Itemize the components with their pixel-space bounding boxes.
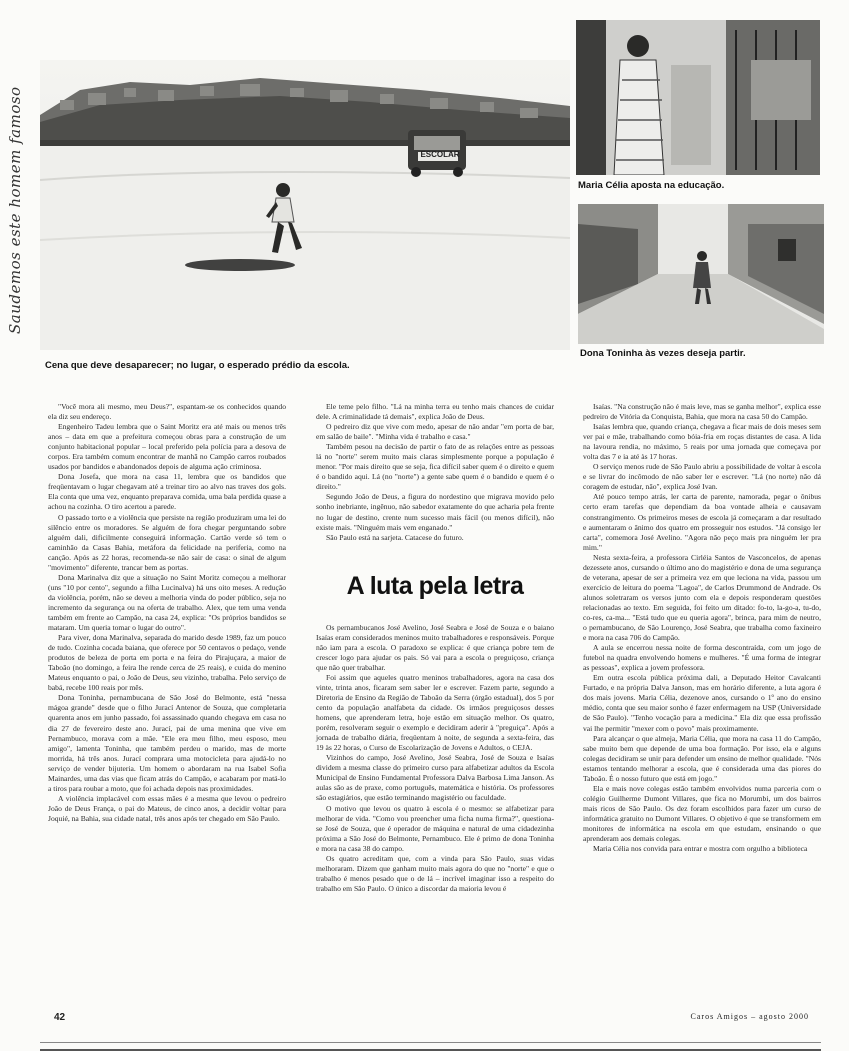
toninha-caption: Dona Toninha às vezes deseja partir. <box>580 348 746 359</box>
paragraph: A aula se encerrou nessa noite de forma descontraída, com um jogo de futebol na quadra envolvendo homens e mulheres. "É uma forma de integrar as pessoas", explica a jovem professora. <box>583 643 821 673</box>
paragraph: Vizinhos do campo, José Avelino, José Seabra, José de Souza e Isaías dividem a mesma classe do primeiro curso para alfabetizar adultos da Escola Municipal de Ensino Fundamental Professora Dalva Barbosa Lima Janson. As aulas são as de praxe, como português, matemática e história. Os professores são estagiários, que estão terminando magistério ou faculdade. <box>316 753 554 803</box>
paragraph: Até pouco tempo atrás, ler carta de parente, namorada, pegar o ônibus certo eram tarefas que dependiam da boa vontade alheia e causavam constrangimento. Os primeiros meses de escola já começaram a dar resultado e aumentaram o ânimo dos quatro em prosseguir nos estudos. "Já consigo ler carta", comemora José Avelino. "Agora não peço mais pra ninguém ler pra mim." <box>583 492 821 552</box>
paragraph: Para alcançar o que almeja, Maria Célia, que mora na casa 11 do Campão, sabe muito bem que depende de uma boa formação. Por isso, ela e alguns colegas decidiram se unir para defender um ensino de melhor qualidade. "Nós estamos tentando melhorar a escola, que é considerada uma das piores do Taboão. É o nosso futuro que está em jogo." <box>583 733 821 783</box>
van-sign: ESCOLAR <box>420 150 460 159</box>
paragraph: Dona Marinalva diz que a situação no Saint Moritz começou a melhorar (uns "10 por cento", segundo a filha Lucinalva) há uns oito meses. A redução da violência, porém, não se deveu a melhoria vinda do poder público, seja no incremento da segurança ou na oferta de trabalho. Alex, que tem uma venda também em frente ao Campão, na casa 24, explica: "Os próprios bandidos se mataram. Um queria tomar o lugar do outro". <box>48 572 286 633</box>
paragraph: São Paulo está na sarjeta. Catacese do futuro. <box>326 532 464 542</box>
paragraph: Ele teme pelo filho. "Lá na minha terra eu tenho mais chances de cuidar dele. A criminalidade tá demais", explica João de Deus. <box>316 402 554 422</box>
paragraph: Também pesou na decisão de partir o fato de as relações entre as pessoas lá no "norte" serem muito mais claras simplesmente porque a população é menor. "Por mais direito que se seja, fica difícil saber quem é o direito e quem é o bandido aqui. Lá (no "norte") a gente sabe quem é o bandido e quem é o direito." <box>316 442 554 492</box>
paragraph: Dona Josefa, que mora na casa 11, lembra que os bandidos que freqüentavam o lugar chegavam até a treinar tiro ao alvo nas traves dos gols. Ela conta que uma vez, enquanto preparava comida, uma bala perdida quase a achou na cozinha. O tiro acertou a parede. <box>48 472 286 512</box>
paragraph: O pedreiro diz que vive com medo, apesar de não andar "em porta de bar, em salão de baile". "Minha vida é trabalho e casa." <box>316 422 554 442</box>
paragraph: Maria Célia nos convida para entrar e mostra com orgulho a biblioteca <box>593 844 808 854</box>
paragraph: Em outra escola pública próxima dali, a Deputado Heitor Cavalcanti Furtado, e na própria Dalva Janson, mas em horário diferente, a luta agora é dos mais jovens. Maria Célia, dezenove anos, cursando o 1º ano do ensino médio, conta que seu maior sonho é fazer enfermagem na USP (Universidade de São Paulo). "Tenho vocação para a medicina." Ela diz que essa profissão vai lhe permitir "mexer com o povo" mais proximamente. <box>583 673 821 733</box>
paragraph: Os pernambucanos José Avelino, José Seabra e José de Souza e o baiano Isaías eram considerados meninos muito trabalhadores e responsáveis. Porque não iam para a escola. O paradoxo se explica: é que criança pobre tem de crescer logo para ajudar os pais. Só vai para a escola o preguiçoso, criança que não quer trabalhar. <box>316 622 554 672</box>
bottom-rule <box>40 1042 821 1051</box>
paragraph: Os quatro acreditam que, com a vinda para São Paulo, suas vidas melhoraram. Dizem que ganham muito mais agora do que no "norte" e que o trabalho é menos pesado que o de lá – incrível imaginar isso a respeito do trabalho em São Paulo. O único a discordar da maioria levou é <box>316 853 554 893</box>
article-column-1 <box>48 402 286 824</box>
paragraph: "Você mora ali mesmo, meu Deus?", espantam-se os conhecidos quando ela diz seu endereço. <box>48 402 286 422</box>
toninha-photo <box>578 204 824 344</box>
article-column-2 <box>316 402 554 894</box>
side-title: Saudemos este homem famoso <box>6 86 24 334</box>
paragraph: O serviço menos rude de São Paulo abriu a possibilidade de voltar à escola e se livrar do incômodo de não saber ler e escrever. "Lá (no norte) não dá coragem de estudar, não", explica José Ivan. <box>583 462 821 492</box>
paragraph: Ela e mais nove colegas estão também envolvidos numa parceria com o colégio Guilherme Dumont Villares, que fica no Morumbi, um dos bairros mais ricos de São Paulo. Os dez foram escolhidos para fazer um curso de informática gratuito no Dumont Villares. O objetivo é que se transformem em monitores de informática na escola em que estudam, ensinando o que aprenderam aos demais colegas. <box>583 783 821 844</box>
street-photo <box>40 60 570 350</box>
paragraph: A violência implacável com essas mães é a mesma que levou o pedreiro João de Deus França, o pai do Mateus, de cinco anos, a decidir voltar para Joquié, na Bahia, sua cidade natal, três anos após ter chegado em São Paulo. <box>48 793 286 823</box>
section-headline: A luta pela letra <box>346 571 524 600</box>
paragraph: Dona Toninha, pernambucana de São José do Belmonte, está "nessa mágoa grande" desde que o filho Jurací Antenor de Souza, que completaria quarenta anos em junho passado, foi assassinado quando chegava em casa no dia 27 de fevereiro deste ano. Jurací, pai de uma menina que vive em Pernambuco, morava com a mãe. "Ele era meu filho, meu esposo, meu amigo", lamenta Toninha, que também perdeu o marido, mas de morte morrida, há três anos. Jurací comprara uma motocicleta para ajudá-lo no serviço de vender bijuteria. Um homem o abordaram na rua Isabel Sofia Mainardes, uma das vias que ficam atrás do Campão, e acabaram por matá-lo a tiros para roubar a moto, que foi achada depois nas proximidades. <box>48 693 286 793</box>
paragraph: Foi assim que aqueles quatro meninos trabalhadores, agora na casa dos vinte, trinta anos, ficaram sem saber ler e escrever. Fazem parte, segundo a Diretoria de Ensino da Região de Taboão da Serra (órgão estadual), dos 5 por cento da população analfabeta da cidade. Os irmãos preguiçosos desses homens, que aprenderam letra, hoje estão em situação melhor. Os quatro, porém, resolveram seguir o exemplo e decidiram aderir à "preguiça". Após a jornada de trabalho diária, freqüentam à noite, de segunda a sexta-feira, das 19 às 22 horas, o Curso de Escolarização de Jovens e Adultos, o CEJA. <box>316 672 554 753</box>
article-column-3 <box>583 402 821 854</box>
paragraph: Segundo João de Deus, a figura do nordestino que migrava movido pelo sonho inebriante, ingênuo, não sabedor exatamente do que acharia pela frente no lugar de destino, crente num sucesso mais fácil (ou menos difícil), não existe mais. "Ninguém mais vem enganado." <box>316 492 554 532</box>
paragraph: Isaías lembra que, quando criança, chegava a ficar mais de dois meses sem ver pai e mãe, trabalhando como bóia-fria em roças distantes de casa. A lida na lavoura rendia, no máximo, 5 reais por uma jornada que começava por volta das 7 e ia até às 17 horas. <box>583 422 821 462</box>
paragraph: Para viver, dona Marinalva, separada do marido desde 1989, faz um pouco de tudo. Cozinha cocada baiana, que oferece por 50 centavos o pedaço, vende produtos de beleza de porta em porta e na feira do Pirajuçara, a maior de Taboão (no domingo, a feira lhe rende cerca de 25 reais), e cuida do menino Mateus enquanto o pai, o João de Deus, seu vizinho, trabalha. Pelo serviço de babá, recebe 100 reais por mês. <box>48 633 286 693</box>
paragraph: Engenheiro Tadeu lembra que o Saint Moritz era até mais ou menos três anos – data em que a prefeitura começou obras para a construção de um conjunto habitacional popular – local preferido pela polícia para a desova de corpos. Era também comum encontrar de manhã no Campão carros roubados usados por bandidos e abandonados depois de alguma ação criminosa. <box>48 422 286 472</box>
footer-issue: Caros Amigos – agosto 2000 <box>690 1012 809 1021</box>
paragraph: O motivo que levou os quatro à escola é o mesmo: se alfabetizar para melhorar de vida. "Como vou preencher uma ficha numa firma?", questiona-se José de Souza, que é operador de máquina e natural de uma cidadezinha próxima a São José do Belmonte, Pernambuco. Ele é primo de dona Toninha e mora na casa 38 do campo. <box>316 803 554 853</box>
paragraph: Isaías. "Na construção não é mais leve, mas se ganha melhor", explica esse pedreiro de Vitória da Conquista, Bahia, que mora na casa 50 do Campão. <box>583 402 821 422</box>
paragraph: Nesta sexta-feira, a professora Cirléia Santos de Vasconcelos, de apenas dezessete anos, cursando o último ano do magistério e dona de uma segurança de veterana, apesar de ser a primeira vez em que leciona na vida, passou um exercício de leitura do poema "Lagoa", de Carlos Drummond de Andrade. Os alunos soletraram os versos junto com ela e depois responderam questões relacionadas ao texto. Em seguida, foi feito um ditado: fo-to, la-go-a, tu-do, co-res, ca-ma... "Está tudo que eu queria agora", brinca, para mim de neutro, o pernambucano, de São Lourenço, José Seabra, que trabalha como faxineiro e mora na casa 706 do Campão. <box>583 552 821 643</box>
page-number: 42 <box>54 1012 66 1023</box>
street-caption: Cena que deve desaparecer; no lugar, o esperado prédio da escola. <box>45 360 350 371</box>
celia-caption: Maria Célia aposta na educação. <box>578 180 725 191</box>
paragraph: O passado torto e a violência que persiste na região produziram uma lei do silêncio entre os moradores. Se alguém de fora chegar perguntando sobre alguém dali, dificilmente conseguirá informação. Cartão verde só tem o caminhão da Casas Bahia, metáfora da felicidade na periferia, como na canção. Após as 22 horas, recomenda-se não sair de casa: o sinal de algum "movimento" diferente, trancar bem as portas. <box>48 512 286 572</box>
celia-photo <box>576 20 820 175</box>
